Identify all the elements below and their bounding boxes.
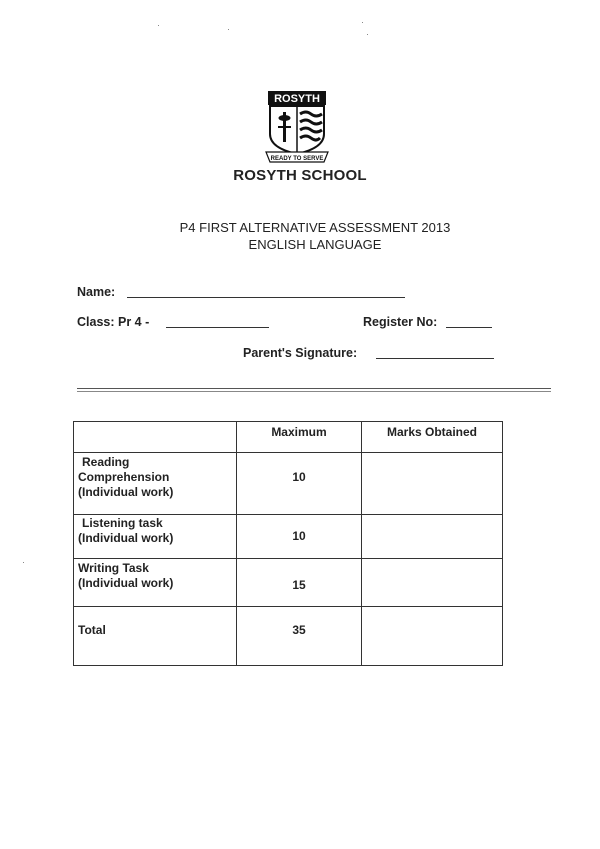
crest-motto-text: READY TO SERVE	[270, 156, 324, 162]
component-name: Writing Task	[78, 561, 149, 575]
table-row-total	[74, 607, 503, 666]
subject-title: ENGLISH LANGUAGE	[248, 237, 382, 252]
register-field[interactable]	[446, 327, 492, 328]
marks-obtained-cell[interactable]	[362, 515, 503, 559]
header-marks-obtained: Marks Obtained	[386, 425, 478, 439]
assessment-title: P4 FIRST ALTERNATIVE ASSESSMENT 2013	[179, 220, 451, 235]
total-maximum-value: 35	[292, 623, 306, 637]
register-label: Register No:	[363, 315, 438, 329]
total-label: Total	[78, 623, 106, 637]
total-marks-obtained-cell[interactable]	[362, 607, 503, 666]
divider-line	[77, 388, 551, 389]
component-name-cont: Comprehension	[78, 470, 170, 484]
school-crest	[264, 90, 330, 164]
component-note: (Individual work)	[78, 531, 174, 545]
class-label: Class: Pr 4 -	[77, 315, 150, 329]
name-field[interactable]	[127, 297, 405, 298]
marks-obtained-cell[interactable]	[362, 453, 503, 515]
table-row	[74, 559, 503, 607]
component-name: Listening task	[82, 516, 163, 530]
marks-obtained-cell[interactable]	[362, 559, 503, 607]
header-maximum: Maximum	[271, 425, 327, 439]
component-note: (Individual work)	[78, 485, 174, 499]
divider-line-secondary	[77, 391, 551, 392]
scan-speck	[228, 29, 229, 30]
class-field[interactable]	[166, 327, 269, 328]
scan-speck	[362, 22, 363, 23]
signature-label: Parent's Signature:	[243, 346, 358, 360]
maximum-value: 10	[292, 529, 306, 543]
name-label: Name:	[77, 285, 116, 299]
crest-title-text: ROSYTH	[274, 93, 320, 105]
scan-speck	[158, 25, 159, 26]
maximum-value: 15	[292, 578, 306, 592]
table-header-row	[74, 422, 503, 453]
component-note: (Individual work)	[78, 576, 174, 590]
signature-field[interactable]	[376, 358, 494, 359]
maximum-value: 10	[292, 470, 306, 484]
header-blank	[74, 422, 237, 453]
school-name: ROSYTH SCHOOL	[233, 167, 367, 184]
table-row	[74, 453, 503, 515]
scan-speck	[367, 34, 368, 35]
scan-speck	[23, 562, 24, 563]
marks-table	[73, 421, 503, 666]
table-row	[74, 515, 503, 559]
component-name: Reading	[82, 455, 130, 469]
